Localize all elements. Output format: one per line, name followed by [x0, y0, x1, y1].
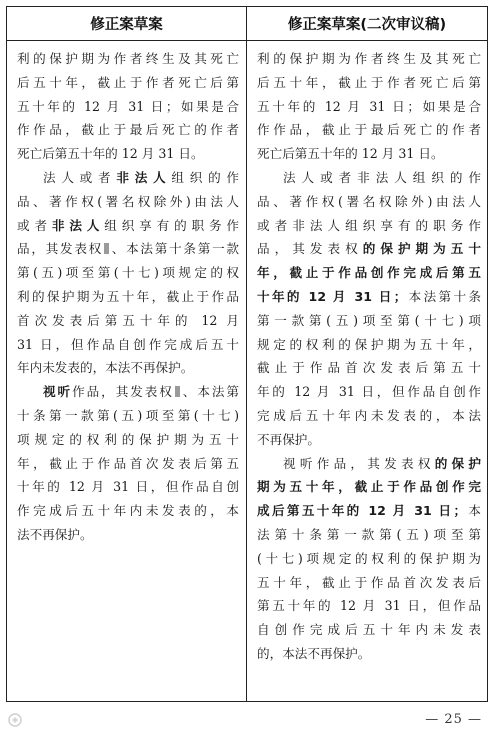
text-segment: 利的保护期为作者终生及其死亡	[257, 51, 481, 66]
bold-text-segment: 视听	[43, 384, 73, 400]
text-segment: 本法第十条	[406, 288, 481, 304]
text-line	[257, 523, 481, 547]
text-segment: 或者	[17, 217, 52, 233]
text-line	[257, 95, 481, 119]
text-segment: 后五十年，截止于作者死亡后第	[17, 74, 239, 90]
text-segment: 十条第一款第(五)项至第(十七)	[17, 407, 239, 423]
text-segment: 本	[466, 503, 481, 519]
text-segment: 年内未发表的，本法不再保护。	[17, 360, 194, 376]
text-line	[17, 142, 239, 166]
bold-text-segment: 期为五十年，截止于作品创作完	[257, 479, 481, 495]
text-segment: 品、著作权(署名权除外)由法人	[17, 193, 239, 209]
text-line	[257, 380, 481, 404]
page-number: — 25 —	[425, 712, 482, 727]
text-segment: 组织的作	[171, 169, 239, 185]
text-line	[17, 285, 239, 309]
logo-icon	[8, 713, 22, 727]
text-line	[17, 475, 239, 499]
text-line	[17, 380, 239, 404]
watermark-logo	[8, 710, 22, 730]
text-line	[257, 190, 481, 214]
text-segment: 五十年的 12 月 31 日；如果是合	[257, 98, 481, 114]
text-line	[17, 166, 239, 190]
text-segment: 死亡后第五十年的 12 月 31 日。	[17, 146, 204, 162]
text-segment: 利的保护期为五十年，截止于作品	[17, 288, 239, 304]
text-segment: 首次发表后第五十年的 12 月	[17, 312, 239, 328]
text-segment: 第(五)项至第(十七)项规定的权	[17, 265, 239, 281]
text-line	[257, 618, 481, 642]
text-segment: 视听作品，其发表权	[283, 455, 435, 471]
text-line	[257, 404, 481, 428]
text-segment: 利的保护期为作者终生及其死亡	[17, 51, 239, 66]
text-line	[257, 547, 481, 571]
text-line	[257, 475, 481, 499]
text-line	[257, 214, 481, 238]
header-left-title: 修正案草案	[90, 17, 163, 33]
cursor-mark	[175, 386, 180, 397]
text-segment: 死亡后第五十年的 12 月 31 日。	[257, 146, 444, 162]
text-line	[17, 47, 239, 71]
text-line	[257, 333, 481, 357]
text-line	[257, 71, 481, 95]
text-line	[257, 47, 481, 71]
right-column-text	[257, 47, 481, 666]
text-segment: 作品，其发表权	[72, 384, 174, 400]
text-line	[257, 356, 481, 380]
text-segment: 法人或者非法人组织的作	[283, 169, 481, 185]
text-segment: 法第十条第一款第(五)项至第	[257, 526, 481, 542]
comparison-table	[6, 6, 488, 702]
text-segment: 年的 12 月 31 日，但作品自创作	[257, 384, 481, 400]
bold-text-segment: 非法人	[116, 169, 172, 185]
text-line	[17, 499, 239, 523]
text-line	[257, 642, 481, 666]
bold-text-segment: 成后第五十年的 12 月 31 日；	[257, 503, 467, 519]
text-segment: 五十年的 12 月 31 日；如果是合	[17, 98, 239, 114]
text-segment: 第五十年的 12 月 31 日，但作品	[257, 598, 481, 614]
text-segment: 截止于作品首次发表后第五十	[257, 360, 481, 376]
text-line	[257, 499, 481, 523]
bold-text-segment: 的保护	[434, 455, 481, 471]
text-segment: 规定的权利的保护期为五十年，	[257, 336, 481, 352]
table-header	[7, 7, 487, 41]
text-line	[257, 261, 481, 285]
text-line	[17, 71, 239, 95]
text-segment: 年，截止于作品首次发表后第五	[17, 455, 239, 471]
bold-text-segment: 年，截止于作品创作完成后第五	[257, 265, 481, 281]
text-line	[17, 309, 239, 333]
text-line	[257, 118, 481, 142]
text-line	[257, 428, 481, 452]
text-line	[257, 166, 481, 190]
text-segment: 五十年，截止于作品首次发表后	[257, 574, 481, 590]
text-segment: 自创作完成后五十年内未发表	[257, 622, 481, 638]
text-segment: 、本法第	[180, 384, 239, 400]
text-line	[17, 214, 239, 238]
bold-text-segment: 的保护期为五十	[362, 241, 481, 257]
text-line	[257, 142, 481, 166]
text-line	[17, 190, 239, 214]
text-line	[257, 594, 481, 618]
text-line	[17, 428, 239, 452]
column-divider	[246, 7, 247, 701]
cursor-mark	[104, 243, 109, 254]
left-column-text	[17, 47, 239, 547]
text-line	[17, 95, 239, 119]
text-line	[17, 523, 239, 547]
text-line	[257, 309, 481, 333]
text-segment: 、本法第十条第一款	[110, 241, 239, 257]
text-segment: 品，其发表权	[17, 241, 103, 257]
text-segment: 法人或者	[43, 169, 117, 185]
text-line	[17, 452, 239, 476]
bold-text-segment: 十年的 12 月 31 日；	[257, 288, 407, 304]
bold-text-segment: 非法人	[51, 217, 105, 233]
text-line	[17, 237, 239, 261]
text-line	[17, 118, 239, 142]
text-line	[17, 333, 239, 357]
text-segment: 后五十年，截止于作者死亡后第	[257, 74, 481, 90]
text-segment: 作作品，截止于最后死亡的作者	[17, 122, 239, 138]
text-line	[257, 571, 481, 595]
text-segment: (十七)项规定的权利的保护期为	[257, 550, 481, 566]
text-segment: 法不再保护。	[17, 526, 93, 542]
text-segment: 第一款第(五)项至第(十七)项	[257, 312, 481, 328]
text-segment: 十年的 12 月 31 日，但作品自创	[17, 479, 239, 495]
text-segment: 作作品，截止于最后死亡的作者	[257, 122, 481, 138]
text-segment: 组织享有的职务作	[104, 217, 239, 233]
text-segment: 不再保护。	[257, 431, 320, 447]
text-segment: 31 日，但作品自创作完成后五十	[17, 336, 239, 352]
text-segment: 或者非法人组织享有的职务作	[257, 217, 481, 233]
text-line	[17, 356, 239, 380]
text-line	[257, 452, 481, 476]
text-line	[257, 285, 481, 309]
header-right-title: 修正案草案(二次审议稿)	[287, 17, 447, 33]
text-segment: 品，其发表权	[257, 241, 363, 257]
text-segment: 作完成后五十年内未发表的，本	[17, 503, 239, 519]
text-line	[257, 237, 481, 261]
text-segment: 完成后五十年内未发表的，本法	[257, 407, 481, 423]
text-segment: 品、著作权(署名权除外)由法人	[257, 193, 481, 209]
text-line	[17, 404, 239, 428]
text-segment: 项规定的权利的保护期为五十	[17, 431, 239, 447]
text-segment: 的，本法不再保护。	[257, 645, 371, 661]
text-line	[17, 261, 239, 285]
